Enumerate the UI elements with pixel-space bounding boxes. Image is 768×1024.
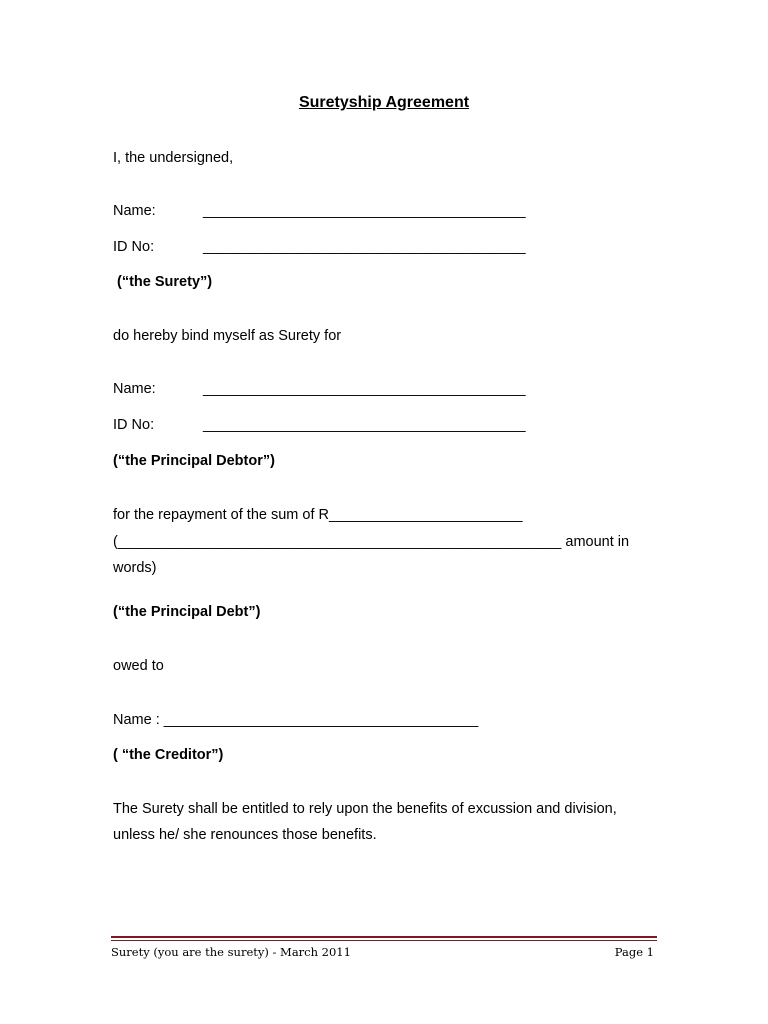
amount-words-line: (_______________________________________________________ amount in	[113, 534, 630, 550]
benefits-line-2: unless he/ she renounces those benefits.	[113, 827, 377, 843]
benefits-line-1: The Surety shall be entitled to rely upon the benefits of excussion and division,	[113, 801, 617, 817]
debt-designation: (“the Principal Debt”)	[113, 604, 261, 620]
surety-id-label: ID No:	[113, 239, 155, 255]
bind-text: do hereby bind myself as Surety for	[113, 328, 342, 344]
footer-rule	[111, 936, 657, 938]
intro-text: I, the undersigned,	[113, 150, 234, 166]
debtor-id-blank: ________________________________________	[203, 417, 526, 433]
surety-id-blank: ________________________________________	[203, 239, 526, 255]
page-number: Page 1	[614, 945, 654, 959]
surety-name-blank: ________________________________________	[203, 203, 526, 219]
surety-name-label: Name:	[113, 203, 156, 219]
debtor-id-label: ID No:	[113, 417, 155, 433]
creditor-designation: ( “the Creditor”)	[113, 747, 224, 763]
debtor-name-label: Name:	[113, 381, 156, 397]
amount-words-continuation: words)	[113, 560, 157, 576]
footer-rule-thin	[111, 940, 657, 941]
footer-left-text: Surety (you are the surety) - March 2011	[111, 945, 351, 959]
creditor-name-line: Name : _______________________________________	[113, 712, 479, 728]
debtor-designation: (“the Principal Debtor”)	[113, 453, 275, 469]
document-title: Suretyship Agreement	[298, 94, 470, 111]
repayment-line: for the repayment of the sum of R________________________	[113, 507, 523, 523]
owed-to-text: owed to	[113, 658, 164, 674]
debtor-name-blank: ________________________________________	[203, 381, 526, 397]
surety-designation: (“the Surety”)	[113, 274, 213, 290]
